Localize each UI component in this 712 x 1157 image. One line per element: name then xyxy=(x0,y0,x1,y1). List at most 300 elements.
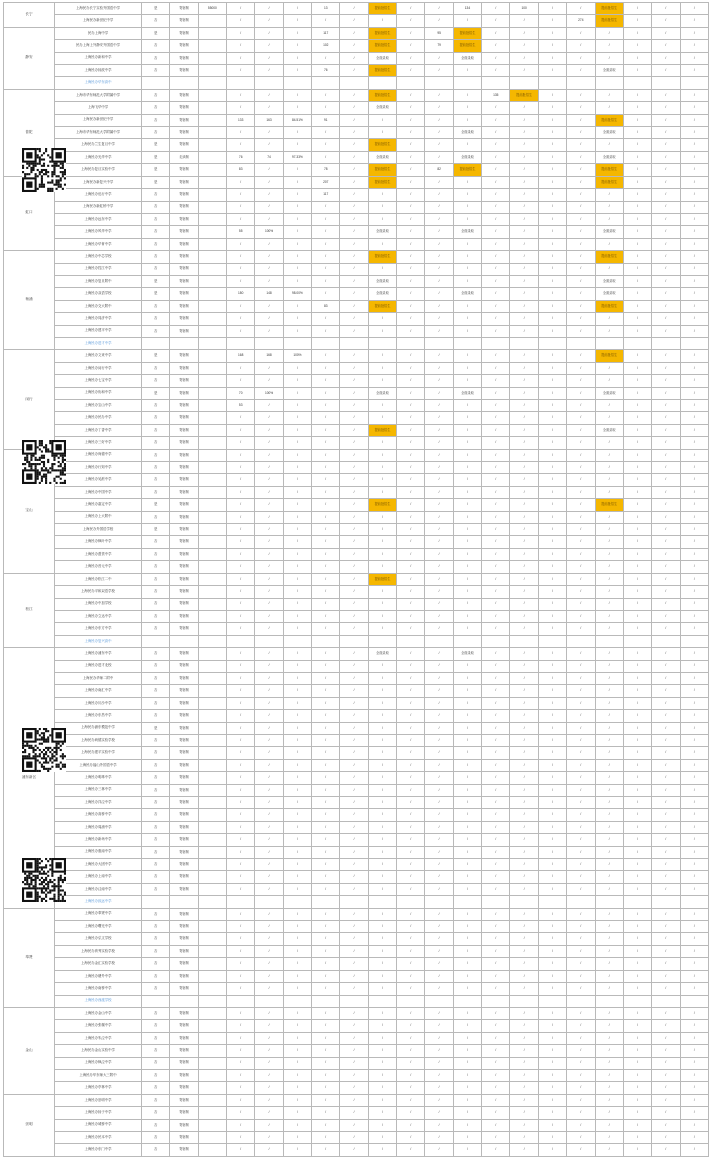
data-cell: / xyxy=(312,201,340,213)
data-cell: / xyxy=(567,164,595,176)
data-cell: / xyxy=(255,102,283,114)
data-cell: / xyxy=(397,1020,425,1032)
data-cell: / xyxy=(510,251,538,263)
data-cell: / xyxy=(312,1032,340,1044)
data-cell: / xyxy=(340,834,368,846)
data-cell xyxy=(198,524,226,536)
data-cell: / xyxy=(652,251,680,263)
data-cell: / xyxy=(425,449,453,461)
school-name-cell: 上海民办新世纪中学 xyxy=(55,15,142,27)
data-cell: / xyxy=(510,1144,538,1156)
data-cell xyxy=(198,412,226,424)
data-cell xyxy=(198,859,226,871)
data-cell: 53 xyxy=(227,400,255,412)
data-cell: 95 xyxy=(425,27,453,39)
data-cell: / xyxy=(255,1069,283,1081)
data-cell: / xyxy=(567,375,595,387)
data-cell: 否 xyxy=(142,263,170,275)
data-cell: / xyxy=(340,809,368,821)
data-cell: / xyxy=(567,1107,595,1119)
data-cell: / xyxy=(397,288,425,300)
data-cell: / xyxy=(595,462,623,474)
data-cell: / xyxy=(255,189,283,201)
data-cell: / xyxy=(567,648,595,660)
data-cell: / xyxy=(312,809,340,821)
table-row xyxy=(4,499,709,511)
data-cell: / xyxy=(425,685,453,697)
data-cell: / xyxy=(397,263,425,275)
school-name-cell: 上海民办致远中学 xyxy=(55,896,142,908)
data-cell xyxy=(198,313,226,325)
table-row xyxy=(4,1020,709,1032)
data-cell: / xyxy=(680,648,708,660)
data-cell: / xyxy=(538,846,566,858)
data-cell: 是 xyxy=(142,27,170,39)
data-cell: / xyxy=(397,437,425,449)
data-cell: 寄宿制 xyxy=(170,697,198,709)
data-cell: 否 xyxy=(142,1045,170,1057)
data-cell: / xyxy=(595,40,623,52)
data-cell: / xyxy=(340,387,368,399)
data-cell: 寄宿制 xyxy=(170,52,198,64)
data-cell: 82 xyxy=(425,164,453,176)
data-cell: / xyxy=(397,1057,425,1069)
data-cell: / xyxy=(283,40,311,52)
school-name-cell: 上海民办澄衷中学 xyxy=(55,548,142,560)
data-cell xyxy=(198,1007,226,1019)
data-cell: / xyxy=(425,573,453,585)
data-cell: 寄宿制 xyxy=(170,859,198,871)
data-cell: 寄宿制 xyxy=(170,1020,198,1032)
data-cell: / xyxy=(397,610,425,622)
data-cell: / xyxy=(453,263,481,275)
data-cell: 否 xyxy=(142,573,170,585)
table-row xyxy=(4,65,709,77)
data-cell xyxy=(567,635,595,647)
data-cell: / xyxy=(397,672,425,684)
data-cell: / xyxy=(312,437,340,449)
data-cell: / xyxy=(680,1131,708,1143)
data-cell: / xyxy=(567,573,595,585)
data-cell: / xyxy=(453,1094,481,1106)
data-cell xyxy=(368,995,396,1007)
data-cell: / xyxy=(255,846,283,858)
data-cell: / xyxy=(623,449,651,461)
data-cell: / xyxy=(652,1107,680,1119)
data-cell: 否 xyxy=(142,809,170,821)
data-cell: / xyxy=(538,350,566,362)
data-cell: / xyxy=(283,933,311,945)
data-cell: / xyxy=(425,1069,453,1081)
data-cell: / xyxy=(255,437,283,449)
data-cell: / xyxy=(652,362,680,374)
data-cell xyxy=(312,896,340,908)
school-name-cell: 上海民办建平实验中学 xyxy=(55,747,142,759)
table-row xyxy=(4,784,709,796)
data-cell: / xyxy=(652,908,680,920)
data-cell: / xyxy=(538,65,566,77)
data-cell: / xyxy=(453,734,481,746)
table-row xyxy=(4,337,709,349)
school-name-cell: 上海民办同济中学 xyxy=(55,313,142,325)
data-cell: / xyxy=(227,660,255,672)
school-name-cell: 上海民办长宁实验外国语中学 xyxy=(55,3,142,15)
data-cell: / xyxy=(425,325,453,337)
data-cell: 寄宿制 xyxy=(170,846,198,858)
data-cell: 否 xyxy=(142,548,170,560)
data-cell xyxy=(198,846,226,858)
data-cell xyxy=(453,77,481,89)
data-cell: / xyxy=(482,1057,510,1069)
school-name-cell: 上海民办兰生复旦中学 xyxy=(55,139,142,151)
data-cell: / xyxy=(453,1045,481,1057)
data-cell: / xyxy=(538,958,566,970)
data-cell: / xyxy=(510,300,538,312)
data-cell: / xyxy=(340,660,368,672)
data-cell: / xyxy=(397,598,425,610)
data-cell: / xyxy=(425,151,453,163)
data-cell xyxy=(538,77,566,89)
data-cell: 寄宿制 xyxy=(170,251,198,263)
data-cell: / xyxy=(397,1144,425,1156)
data-cell: 否 xyxy=(142,871,170,883)
data-cell: / xyxy=(397,102,425,114)
data-cell: / xyxy=(312,275,340,287)
data-cell xyxy=(198,89,226,101)
data-cell: / xyxy=(680,189,708,201)
data-cell: / xyxy=(227,127,255,139)
data-cell: / xyxy=(623,734,651,746)
data-cell: 134 xyxy=(453,3,481,15)
data-cell: / xyxy=(397,747,425,759)
data-cell: 寄宿制 xyxy=(170,610,198,622)
data-cell: 否 xyxy=(142,598,170,610)
data-cell: / xyxy=(538,908,566,920)
data-cell xyxy=(198,15,226,27)
data-cell: / xyxy=(255,511,283,523)
data-cell: / xyxy=(227,52,255,64)
data-cell: / xyxy=(652,400,680,412)
data-cell: 走读制 xyxy=(170,151,198,163)
data-cell: / xyxy=(595,1045,623,1057)
data-cell: / xyxy=(425,52,453,64)
data-cell: / xyxy=(397,400,425,412)
data-cell: / xyxy=(340,623,368,635)
data-cell: / xyxy=(595,27,623,39)
data-cell xyxy=(170,635,198,647)
data-cell: 提前批招生 xyxy=(368,164,396,176)
data-cell: 否 xyxy=(142,1020,170,1032)
data-cell xyxy=(340,995,368,1007)
data-cell: / xyxy=(680,573,708,585)
data-cell: / xyxy=(538,1144,566,1156)
district-cell: 浦东新区 xyxy=(4,648,55,909)
data-cell xyxy=(652,896,680,908)
data-cell xyxy=(680,995,708,1007)
data-cell: / xyxy=(482,983,510,995)
data-cell: / xyxy=(283,945,311,957)
data-cell: / xyxy=(538,573,566,585)
data-cell: / xyxy=(453,970,481,982)
data-cell: / xyxy=(680,1032,708,1044)
data-cell: / xyxy=(312,1119,340,1131)
data-cell: / xyxy=(652,1131,680,1143)
table-row xyxy=(4,995,709,1007)
data-cell: / xyxy=(312,623,340,635)
table-row xyxy=(4,27,709,39)
data-cell: / xyxy=(453,238,481,250)
data-cell: 寄宿制 xyxy=(170,424,198,436)
data-cell: / xyxy=(482,164,510,176)
data-cell: / xyxy=(595,623,623,635)
data-cell: / xyxy=(680,65,708,77)
data-cell: / xyxy=(227,524,255,536)
data-cell: 寄宿制 xyxy=(170,710,198,722)
data-cell: / xyxy=(567,263,595,275)
data-cell: / xyxy=(567,660,595,672)
data-cell: / xyxy=(368,921,396,933)
data-cell: 寄宿制 xyxy=(170,474,198,486)
school-name-cell: 上海民办建平中学 xyxy=(55,325,142,337)
data-cell: / xyxy=(255,300,283,312)
data-cell: / xyxy=(312,89,340,101)
data-cell: 寄宿制 xyxy=(170,809,198,821)
data-cell: / xyxy=(453,15,481,27)
data-cell: / xyxy=(227,672,255,684)
data-cell: 55 xyxy=(227,226,255,238)
data-cell: / xyxy=(255,859,283,871)
data-cell: / xyxy=(482,499,510,511)
data-cell: / xyxy=(510,784,538,796)
data-cell: / xyxy=(652,734,680,746)
data-cell: / xyxy=(227,201,255,213)
data-cell: / xyxy=(312,970,340,982)
data-cell: / xyxy=(623,462,651,474)
data-cell: / xyxy=(312,945,340,957)
data-cell: / xyxy=(340,598,368,610)
data-cell: / xyxy=(368,672,396,684)
data-cell: / xyxy=(652,226,680,238)
data-cell: / xyxy=(538,548,566,560)
data-cell: 91 xyxy=(312,114,340,126)
data-cell: / xyxy=(283,1007,311,1019)
data-cell: 100 xyxy=(510,3,538,15)
data-cell xyxy=(198,896,226,908)
data-cell: 否 xyxy=(142,623,170,635)
data-cell: / xyxy=(567,486,595,498)
data-cell: 寄宿制 xyxy=(170,127,198,139)
data-cell: / xyxy=(255,27,283,39)
data-cell: / xyxy=(227,983,255,995)
data-cell: 否 xyxy=(142,772,170,784)
table-row xyxy=(4,623,709,635)
data-cell: 全面录取 xyxy=(595,424,623,436)
data-cell: / xyxy=(255,462,283,474)
data-cell: / xyxy=(680,759,708,771)
table-row xyxy=(4,747,709,759)
data-cell: / xyxy=(538,1119,566,1131)
data-cell: / xyxy=(368,983,396,995)
data-cell xyxy=(227,995,255,1007)
data-cell: / xyxy=(538,375,566,387)
data-cell xyxy=(198,1032,226,1044)
data-cell: / xyxy=(652,747,680,759)
data-cell xyxy=(227,77,255,89)
data-cell xyxy=(453,337,481,349)
data-cell: / xyxy=(312,759,340,771)
data-cell xyxy=(198,536,226,548)
data-cell: / xyxy=(340,784,368,796)
data-cell: / xyxy=(453,1032,481,1044)
data-cell: / xyxy=(368,908,396,920)
data-cell: 寄宿制 xyxy=(170,561,198,573)
data-cell: / xyxy=(340,15,368,27)
data-cell: / xyxy=(255,958,283,970)
data-cell: / xyxy=(538,449,566,461)
data-cell: / xyxy=(453,1020,481,1032)
data-cell: / xyxy=(312,983,340,995)
data-cell xyxy=(198,511,226,523)
data-cell: 否 xyxy=(142,251,170,263)
data-cell: / xyxy=(567,424,595,436)
data-cell: / xyxy=(227,1094,255,1106)
data-cell: / xyxy=(453,809,481,821)
data-cell: / xyxy=(595,821,623,833)
data-cell: / xyxy=(623,201,651,213)
data-cell: / xyxy=(255,238,283,250)
school-name-cell: 上海民办明珠中学 xyxy=(55,772,142,784)
data-cell: / xyxy=(680,598,708,610)
data-cell: / xyxy=(453,821,481,833)
data-cell: / xyxy=(283,65,311,77)
table-row xyxy=(4,1032,709,1044)
data-cell: / xyxy=(482,598,510,610)
data-cell: 133 xyxy=(227,114,255,126)
data-cell: / xyxy=(397,300,425,312)
data-cell: / xyxy=(510,15,538,27)
data-cell: 全面录取 xyxy=(453,288,481,300)
qr-code-4 xyxy=(22,858,66,902)
data-cell: / xyxy=(510,747,538,759)
data-cell: / xyxy=(397,40,425,52)
data-cell: / xyxy=(368,945,396,957)
data-cell: / xyxy=(368,1107,396,1119)
table-row xyxy=(4,1045,709,1057)
data-cell: / xyxy=(255,908,283,920)
data-cell: / xyxy=(283,300,311,312)
data-cell: / xyxy=(227,548,255,560)
data-cell: / xyxy=(595,437,623,449)
data-cell: / xyxy=(227,697,255,709)
data-cell: / xyxy=(652,1007,680,1019)
data-cell: / xyxy=(312,958,340,970)
data-cell: / xyxy=(567,238,595,250)
data-cell: / xyxy=(482,375,510,387)
data-cell: / xyxy=(680,387,708,399)
data-cell: 提前批招生 xyxy=(595,3,623,15)
school-name-cell: 上海民办朱泾中学 xyxy=(55,1032,142,1044)
data-cell: 否 xyxy=(142,474,170,486)
data-cell: / xyxy=(567,672,595,684)
data-cell: 否 xyxy=(142,821,170,833)
data-cell: / xyxy=(652,474,680,486)
data-cell: / xyxy=(368,412,396,424)
data-cell: 否 xyxy=(142,945,170,957)
data-cell: / xyxy=(538,1082,566,1094)
school-name-cell: 上海民办进才北校 xyxy=(55,660,142,672)
data-cell: 全面录取 xyxy=(453,151,481,163)
data-cell: / xyxy=(397,945,425,957)
data-cell: / xyxy=(510,1045,538,1057)
data-cell: / xyxy=(482,859,510,871)
data-cell: 是 xyxy=(142,275,170,287)
data-cell: / xyxy=(255,1020,283,1032)
data-cell: 提前批招生 xyxy=(595,251,623,263)
data-cell: / xyxy=(453,883,481,895)
data-cell: / xyxy=(510,325,538,337)
data-cell: / xyxy=(510,697,538,709)
data-cell: / xyxy=(595,710,623,722)
data-cell xyxy=(510,896,538,908)
data-cell: / xyxy=(595,1144,623,1156)
data-cell: 全面录取 xyxy=(368,275,396,287)
table-row xyxy=(4,474,709,486)
data-cell: / xyxy=(227,561,255,573)
data-cell: / xyxy=(538,1007,566,1019)
data-cell: / xyxy=(567,350,595,362)
data-cell: / xyxy=(538,524,566,536)
data-cell: / xyxy=(340,1144,368,1156)
data-cell: / xyxy=(567,275,595,287)
school-name-cell: 上海民办扬子中学 xyxy=(55,1107,142,1119)
data-cell: 寄宿制 xyxy=(170,325,198,337)
data-cell: 寄宿制 xyxy=(170,15,198,27)
data-cell xyxy=(567,995,595,1007)
data-cell: / xyxy=(623,834,651,846)
data-cell: / xyxy=(623,623,651,635)
data-cell: / xyxy=(567,387,595,399)
data-cell: / xyxy=(595,834,623,846)
data-cell: / xyxy=(623,536,651,548)
data-cell: 148 xyxy=(255,288,283,300)
data-cell: / xyxy=(482,449,510,461)
data-cell: / xyxy=(567,623,595,635)
data-cell: / xyxy=(623,561,651,573)
data-cell: / xyxy=(482,189,510,201)
data-cell: / xyxy=(397,1119,425,1131)
data-cell: / xyxy=(227,89,255,101)
data-cell: 否 xyxy=(142,1032,170,1044)
data-cell: / xyxy=(227,821,255,833)
data-cell: / xyxy=(510,400,538,412)
table-row xyxy=(4,846,709,858)
data-cell xyxy=(538,337,566,349)
school-name-cell: 上海民办中国中学 xyxy=(55,486,142,498)
data-cell: / xyxy=(538,127,566,139)
data-cell: 否 xyxy=(142,908,170,920)
data-cell: / xyxy=(397,871,425,883)
data-cell: / xyxy=(623,127,651,139)
data-cell: / xyxy=(652,1069,680,1081)
data-cell: / xyxy=(482,15,510,27)
data-cell: 是 xyxy=(142,176,170,188)
data-cell: / xyxy=(368,970,396,982)
data-cell: / xyxy=(595,474,623,486)
data-cell: / xyxy=(482,251,510,263)
data-cell: / xyxy=(538,1069,566,1081)
admission-table-sheet xyxy=(3,2,709,1152)
data-cell xyxy=(142,337,170,349)
